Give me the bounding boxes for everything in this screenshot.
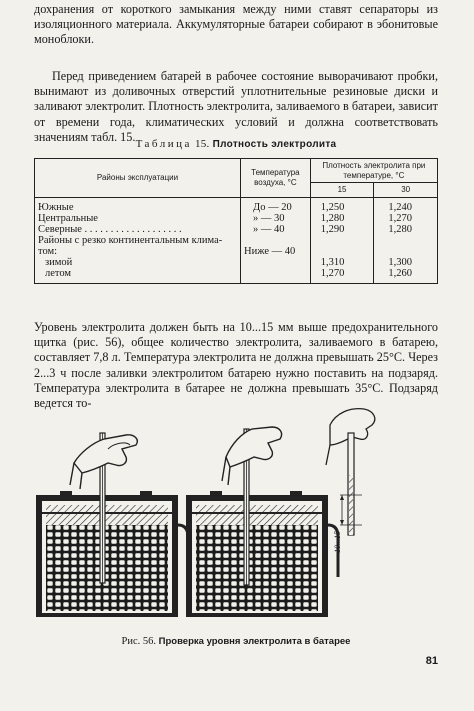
cell-d30: 1,240 (374, 197, 438, 213)
cell-d30: 1,300 (374, 257, 438, 268)
header-region: Районы эксплуатации (35, 159, 241, 198)
table-row (35, 235, 438, 246)
density-table (34, 158, 438, 284)
paragraph-1: дохранения от короткого замыкания между ними ставят сепараторы из изоляционного материала. Аккумуляторные батареи собирают в эбонитовые моноблоки. (34, 2, 438, 47)
table-caption-number: 15. (194, 138, 210, 150)
cell-d15 (310, 246, 374, 257)
table-row (35, 246, 438, 257)
detail-tube (326, 409, 375, 535)
cell-region: Южные (35, 197, 241, 213)
cell-temp (241, 257, 311, 268)
cell-d30: 1,260 (374, 268, 438, 284)
cell-region: летом (35, 268, 241, 284)
battery-right (186, 491, 338, 617)
cell-temp: До — 20 (241, 197, 311, 213)
cell-temp: » — 40 (241, 224, 311, 235)
table-row (35, 197, 438, 213)
cell-d30 (374, 246, 438, 257)
cell-d15: 1,290 (310, 224, 374, 235)
figure-caption-label: Рис. 56. (121, 636, 157, 647)
cell-d15: 1,250 (310, 197, 374, 213)
figure-caption-title: Проверка уровня электролита в батарее (158, 636, 351, 647)
paragraph-2: Перед приведением батарей в рабочее состояние выворачивают пробки, вынимают из доливочных отверстий уплотнительные резиновые диски и заливают электролит. Плотность электролита, заливаемого в батареи, зависит от времени года, климатических условий и должна соответствовать значениям табл. 15. (34, 69, 438, 144)
table-caption (34, 138, 438, 150)
paragraph-3: Уровень электролита должен быть на 10...15 мм выше предохранительного щитка (рис. 56), общее количество электролита, заливаемого в батарею, составляет 7,8 л. Температура электролита не должна превышать 25°С. Через 2...3 ч после заливки электролитом батарею нужно поставить на подзаряд. Температура электролита в батарее не должна превышать 35°С. Подзаряд ведется то- (34, 320, 438, 411)
cell-temp (241, 235, 311, 246)
battery-left (36, 491, 188, 617)
table-caption-title: Плотность электролита (212, 139, 337, 150)
cell-region: Северные . . . . . . . . . . . . . . . . . . . (35, 224, 241, 235)
cell-region: зимой (35, 257, 241, 268)
cell-d30: 1,270 (374, 213, 438, 224)
table-row (35, 257, 438, 268)
table-row (35, 268, 438, 284)
hand-right (222, 427, 282, 485)
cell-d15: 1,310 (310, 257, 374, 268)
header-density: Плотность электролита при температуре, °С (310, 159, 437, 183)
cell-d30 (374, 235, 438, 246)
table-row (35, 224, 438, 235)
level-dimension-label: 10...15 (333, 531, 342, 553)
cell-temp: » — 30 (241, 213, 311, 224)
header-t15: 15 (310, 183, 374, 198)
page-number: 81 (425, 655, 438, 667)
header-temperature: Температура воздуха, °С (241, 159, 311, 198)
cell-region: Центральные (35, 213, 241, 224)
cell-d30: 1,280 (374, 224, 438, 235)
cell-temp: Ниже — 40 (241, 246, 311, 257)
cell-d15: 1,270 (310, 268, 374, 284)
battery-level-illustration (30, 405, 440, 627)
cell-region: Районы с резко континентальным клима- (35, 235, 241, 246)
cell-d15 (310, 235, 374, 246)
figure-caption (34, 636, 438, 647)
table-caption-label: Таблица (135, 138, 192, 150)
cell-temp (241, 268, 311, 284)
table-row (35, 213, 438, 224)
header-t30: 30 (374, 183, 438, 198)
cell-d15: 1,280 (310, 213, 374, 224)
cell-region: том: (35, 246, 241, 257)
